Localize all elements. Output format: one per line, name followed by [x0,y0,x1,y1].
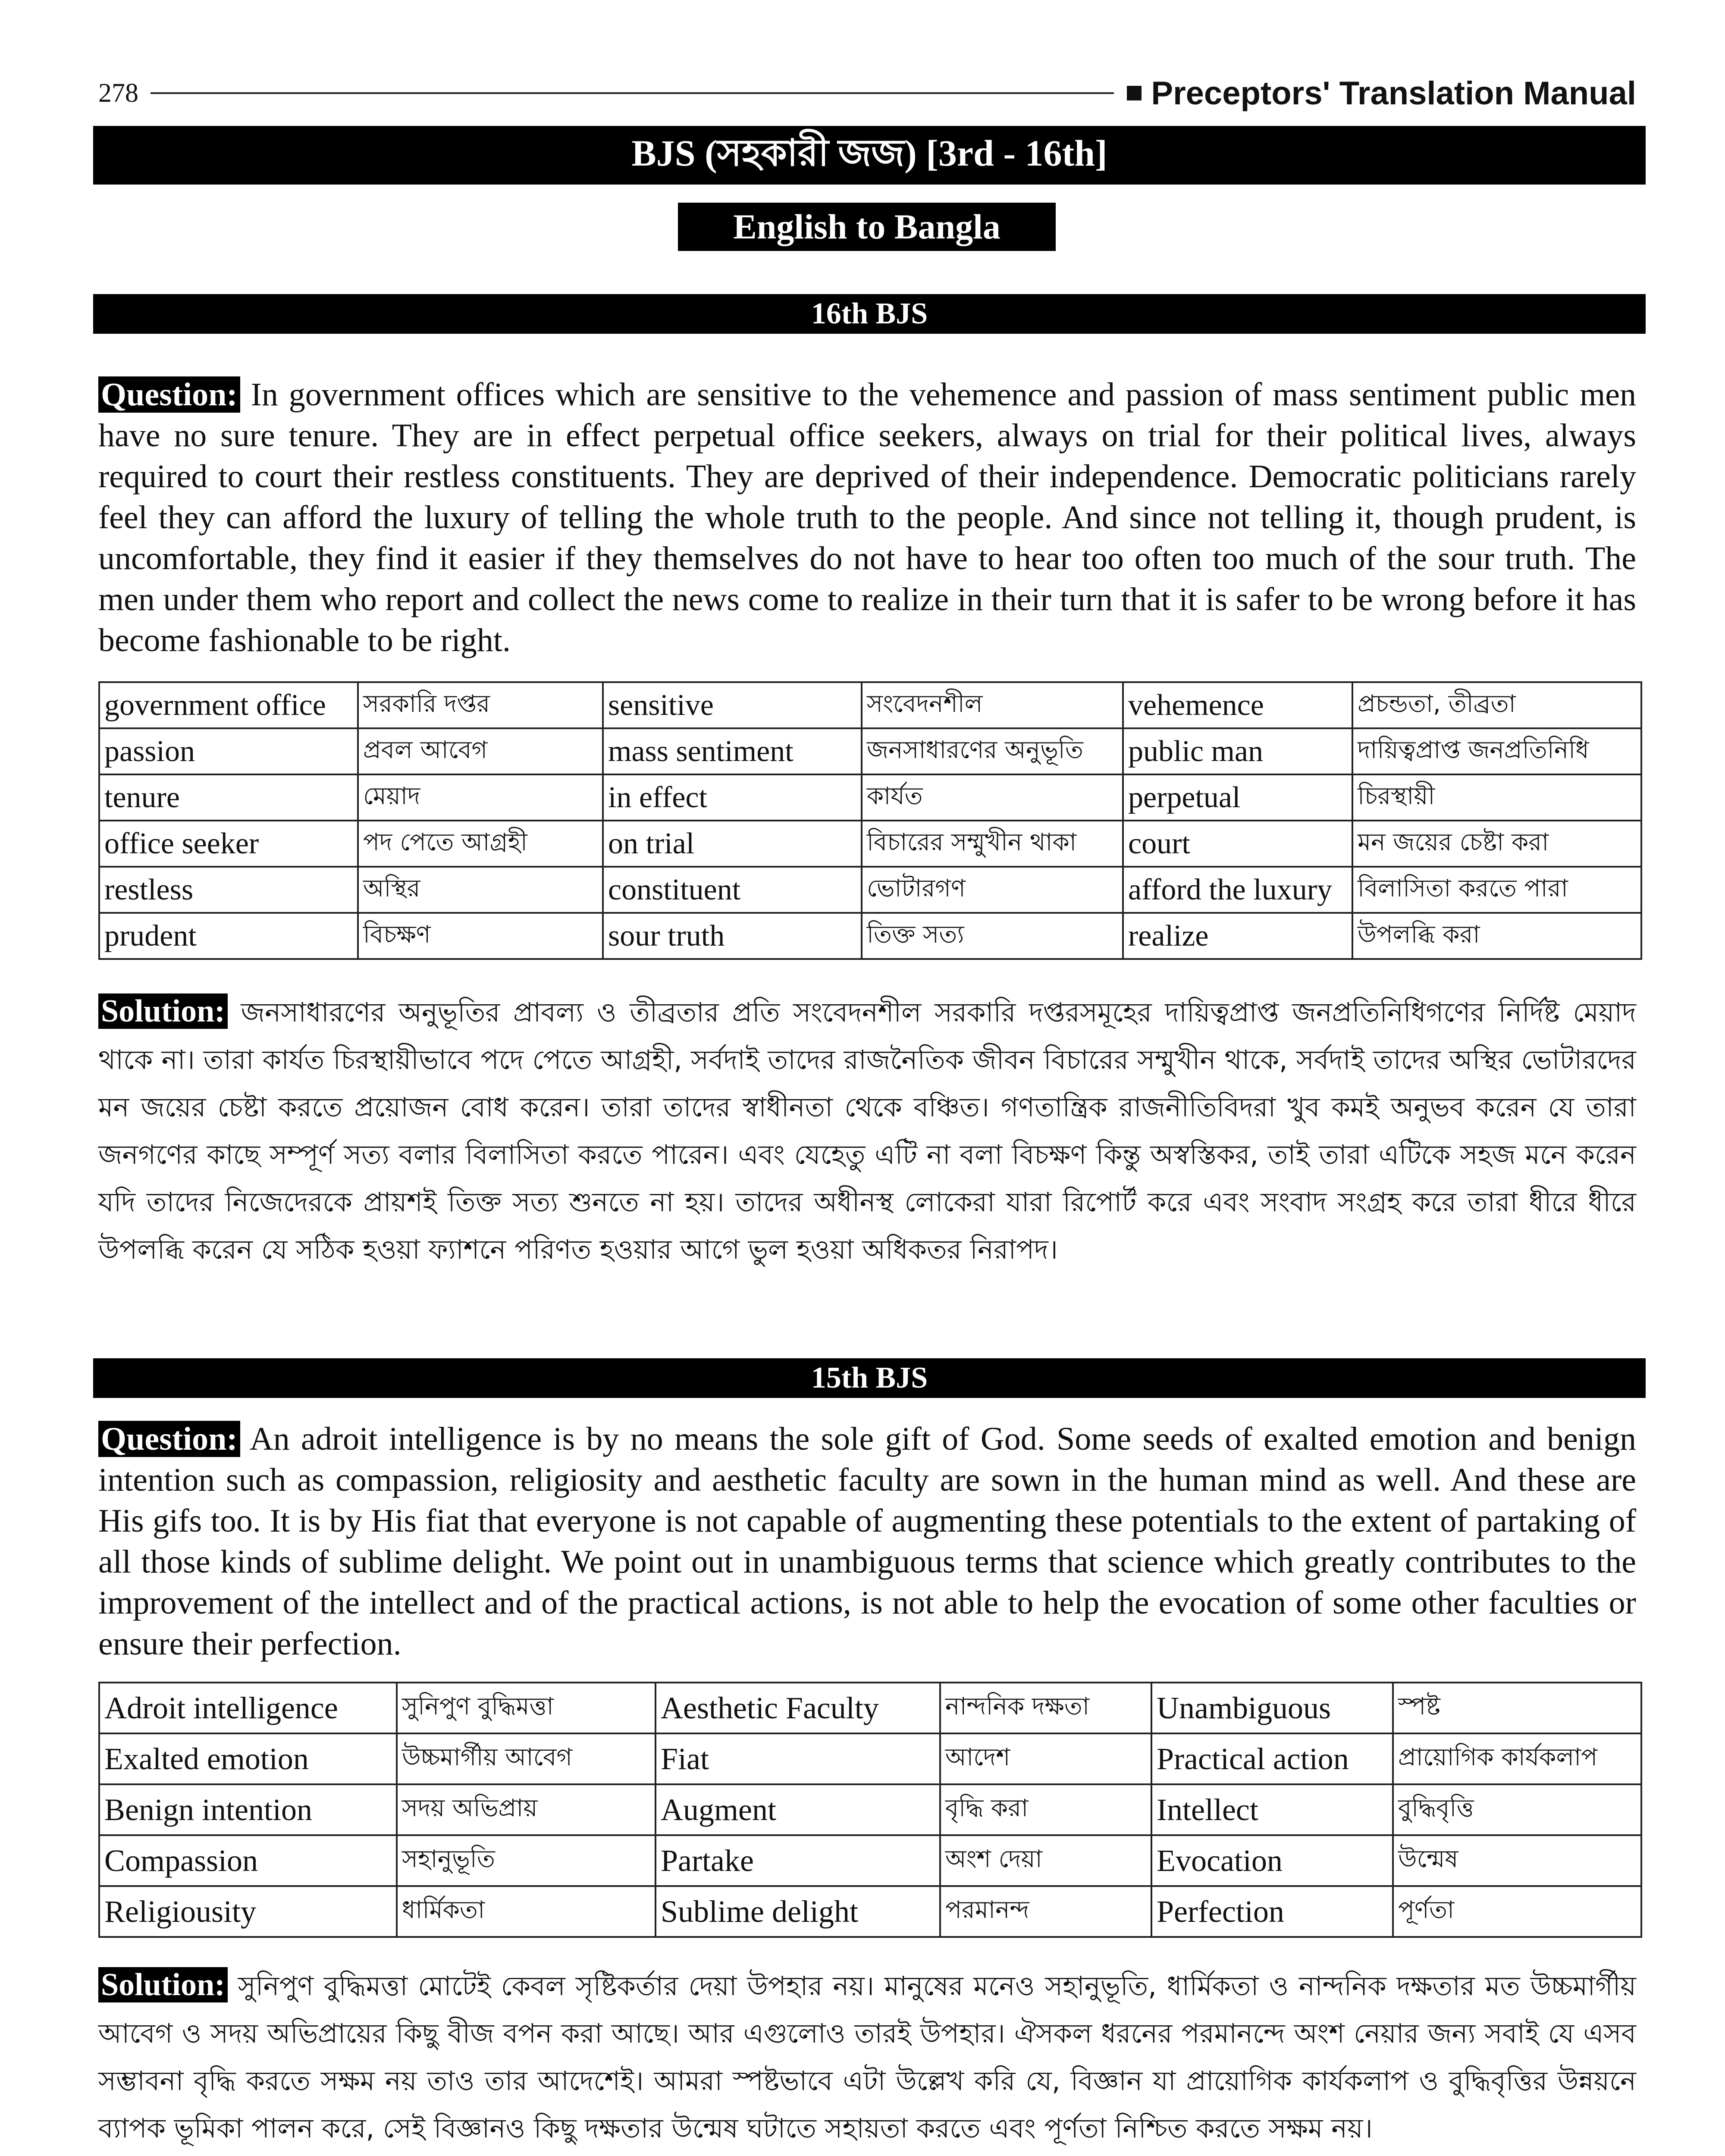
vocab-bangla-meaning: নান্দনিক দক্ষতা [940,1683,1151,1733]
direction-subtitle-bar: English to Bangla [678,203,1056,251]
manual-title: Preceptors' Translation Manual [1151,75,1636,112]
question-label: Question: [98,1421,240,1457]
vocab-bangla-meaning: তিক্ত সত্য [862,913,1123,959]
vocab-row [99,1683,1641,1733]
section-heading-16th: 16th BJS [93,294,1646,334]
vocab-bangla-meaning: পূর্ণতা [1393,1886,1641,1937]
vocab-bangla-meaning: প্রায়োগিক কার্যকলাপ [1393,1733,1641,1784]
vocab-body-15th [99,1683,1641,1937]
vocab-english-term: tenure [99,774,358,821]
vocab-english-term: Exalted emotion [99,1733,397,1784]
vocab-bangla-meaning: সুনিপুণ বুদ্ধিমত্তা [397,1683,656,1733]
vocab-english-term: court [1123,821,1352,867]
vocab-english-term: mass sentiment [603,728,862,774]
question-text: An adroit intelligence is by no means the sole gift of God. Some seeds of exalted emotion and benign intention such as compassion, religiosity and aesthetic faculty are sown in the human mind as well. And these are His gifs too. It is by His fiat that everyone is not capable of augmenting these potentials to the extent of partaking of all those kinds of sublime delight. We point out in unambiguous terms that science which greatly contributes to the improvement of the intellect and of the practical actions, is not able to help the evocation of some other faculties or ensure their perfection. [98,1421,1637,1662]
vocab-english-term: constituent [603,867,862,913]
vocab-bangla-meaning: চিরস্থায়ী [1352,774,1641,821]
vocab-bangla-meaning: বিচারের সম্মুখীন থাকা [862,821,1123,867]
vocab-english-term: on trial [603,821,862,867]
solution-text: সুনিপুণ বুদ্ধিমত্তা মোটেই কেবল সৃষ্টিকর্তার দেয়া উপহার নয়। মানুষের মনেও সহানুভূতি, ধার্মিকতা ও নান্দনিক দক্ষতার মত উচ্চমার্গীয় আবেগ ও সদয় অভিপ্রায়ের কিছু বীজ বপন করা আছে। আর এগুলোও তারই উপহার। ঐসকল ধরনের পরমানন্দে অংশ নেয়ার জন্য সবাই যে এসব সম্ভাবনা বৃদ্ধি করতে সক্ষম নয় তাও তার আদেশেই। আমরা স্পষ্টভাবে এটা উল্লেখ করি যে, বিজ্ঞান যা প্রায়োগিক কার্যকলাপ ও বুদ্ধিবৃত্তির উন্নয়নে ব্যাপক ভূমিকা পালন করে, সেই বিজ্ঞানও কিছু দক্ষতার উন্মেষ ঘটাতে সহায়তা করতে এবং পূর্ণতা নিশ্চিত করতে সক্ষম নয়। [98,1970,1637,2144]
vocab-english-term: Intellect [1151,1784,1393,1835]
vocab-bangla-meaning: মন জয়ের চেষ্টা করা [1352,821,1641,867]
vocab-bangla-meaning: স্পষ্ট [1393,1683,1641,1733]
vocab-english-term: public man [1123,728,1352,774]
vocabulary-table-15th [98,1682,1642,1938]
vocab-row [99,867,1641,913]
vocab-bangla-meaning: সরকারি দপ্তর [358,682,603,728]
chapter-title-bar: BJS (সহকারী জজ) [3rd - 16th] [93,126,1646,185]
vocab-bangla-meaning: মেয়াদ [358,774,603,821]
vocab-english-term: Perfection [1151,1886,1393,1937]
vocab-bangla-meaning: কার্যত [862,774,1123,821]
vocab-english-term: in effect [603,774,862,821]
solution-label: Solution: [98,1967,228,2002]
vocab-bangla-meaning: বিলাসিতা করতে পারা [1352,867,1641,913]
page-header [98,72,1636,114]
vocab-bangla-meaning: প্রচন্ডতা, তীব্রতা [1352,682,1641,728]
vocab-bangla-meaning: সংবেদনশীল [862,682,1123,728]
vocab-english-term: afford the luxury [1123,867,1352,913]
vocab-english-term: Fiat [656,1733,940,1784]
solution-15th [98,1961,1636,2152]
vocab-english-term: Aesthetic Faculty [656,1683,940,1733]
question-text: In government offices which are sensitive to the vehemence and passion of mass sentiment public men have no sure tenure. They are in effect perpetual office seekers, always on trial for their political lives, always required to court their restless constituents. They are deprived of their independence. Democratic politicians rarely feel they can afford the luxury of telling the whole truth to the people. And since not telling it, though prudent, is uncomfortable, they find it easier if they themselves do not have to hear too often too much of the sour truth. The men under them who report and collect the news come to realize in their turn that it is safer to be wrong before it has become fashionable to be right. [98,376,1637,658]
vocab-english-term: Unambiguous [1151,1683,1393,1733]
header-rule [151,92,1114,94]
vocab-bangla-meaning: উপলব্ধি করা [1352,913,1641,959]
vocab-bangla-meaning: ভোটারগণ [862,867,1123,913]
question-15th [98,1419,1636,1664]
vocab-english-term: government office [99,682,358,728]
square-bullet-icon [1127,86,1142,100]
vocab-bangla-meaning: পদ পেতে আগ্রহী [358,821,603,867]
vocab-bangla-meaning: সদয় অভিপ্রায় [397,1784,656,1835]
vocab-row [99,913,1641,959]
vocab-bangla-meaning: আদেশ [940,1733,1151,1784]
vocab-bangla-meaning: জনসাধারণের অনুভূতি [862,728,1123,774]
vocab-row [99,1886,1641,1937]
vocab-bangla-meaning: উন্মেষ [1393,1835,1641,1886]
vocab-english-term: Compassion [99,1835,397,1886]
vocab-row [99,682,1641,728]
vocab-bangla-meaning: অংশ দেয়া [940,1835,1151,1886]
vocab-english-term: Evocation [1151,1835,1393,1886]
vocab-bangla-meaning: বুদ্ধিবৃত্তি [1393,1784,1641,1835]
vocab-english-term: office seeker [99,821,358,867]
vocab-english-term: vehemence [1123,682,1352,728]
vocab-english-term: Augment [656,1784,940,1835]
vocab-english-term: sensitive [603,682,862,728]
question-16th [98,374,1636,661]
vocab-english-term: realize [1123,913,1352,959]
vocab-row [99,1784,1641,1835]
question-label: Question: [98,376,240,413]
page-number: 278 [98,78,138,108]
vocab-english-term: Benign intention [99,1784,397,1835]
vocab-body-16th [99,682,1641,959]
vocab-row [99,1835,1641,1886]
vocab-english-term: Sublime delight [656,1886,940,1937]
vocab-english-term: Practical action [1151,1733,1393,1784]
vocab-bangla-meaning: বিচক্ষণ [358,913,603,959]
vocab-bangla-meaning: দায়িত্বপ্রাপ্ত জনপ্রতিনিধি [1352,728,1641,774]
section-heading-15th: 15th BJS [93,1358,1646,1398]
vocab-row [99,1733,1641,1784]
vocab-english-term: Adroit intelligence [99,1683,397,1733]
vocab-english-term: Partake [656,1835,940,1886]
solution-label: Solution: [98,993,228,1029]
vocab-english-term: sour truth [603,913,862,959]
vocab-english-term: perpetual [1123,774,1352,821]
vocab-bangla-meaning: ধার্মিকতা [397,1886,656,1937]
vocab-english-term: passion [99,728,358,774]
vocab-english-term: prudent [99,913,358,959]
vocab-bangla-meaning: সহানুভূতি [397,1835,656,1886]
vocab-english-term: restless [99,867,358,913]
vocab-english-term: Religiousity [99,1886,397,1937]
vocab-row [99,728,1641,774]
vocab-bangla-meaning: উচ্চমার্গীয় আবেগ [397,1733,656,1784]
vocab-bangla-meaning: পরমানন্দ [940,1886,1151,1937]
solution-text: জনসাধারণের অনুভূতির প্রাবল্য ও তীব্রতার প্রতি সংবেদনশীল সরকারি দপ্তরসমূহের দায়িত্বপ্রাপ্ত জনপ্রতিনিধিগণের নির্দিষ্ট মেয়াদ থাকে না। তারা কার্যত চিরস্থায়ীভাবে পদে পেতে আগ্রহী, সর্বদাই তাদের রাজনৈতিক জীবন বিচারের সম্মুখীন থাকে, সর্বদাই তাদের অস্থির ভোটারদের মন জয়ের চেষ্টা করতে প্রয়োজন বোধ করেন। তারা তাদের স্বাধীনতা থেকে বঞ্চিত। গণতান্ত্রিক রাজনীতিবিদরা খুব কমই অনুভব করেন যে তারা জনগণের কাছে সম্পূর্ণ সত্য বলার বিলাসিতা করতে পারেন। এবং যেহেতু এটি না বলা বিচক্ষণ কিন্তু অস্বস্তিকর, তাই তারা এটিকে সহজ মনে করেন যদি তাদের নিজেদেরকে প্রায়শই তিক্ত সত্য শুনতে না হয়। তাদের অধীনস্থ লোকেরা যারা রিপোর্ট করে এবং সংবাদ সংগ্রহ করে তারা ধীরে ধীরে উপলব্ধি করেন যে সঠিক হওয়া ফ্যাশনে পরিণত হওয়ার আগে ভুল হওয়া অধিকতর নিরাপদ। [98,997,1636,1265]
vocab-row [99,774,1641,821]
vocab-bangla-meaning: প্রবল আবেগ [358,728,603,774]
vocab-bangla-meaning: অস্থির [358,867,603,913]
vocabulary-table-16th [98,681,1642,960]
vocab-bangla-meaning: বৃদ্ধি করা [940,1784,1151,1835]
vocab-row [99,821,1641,867]
solution-16th [98,987,1636,1273]
